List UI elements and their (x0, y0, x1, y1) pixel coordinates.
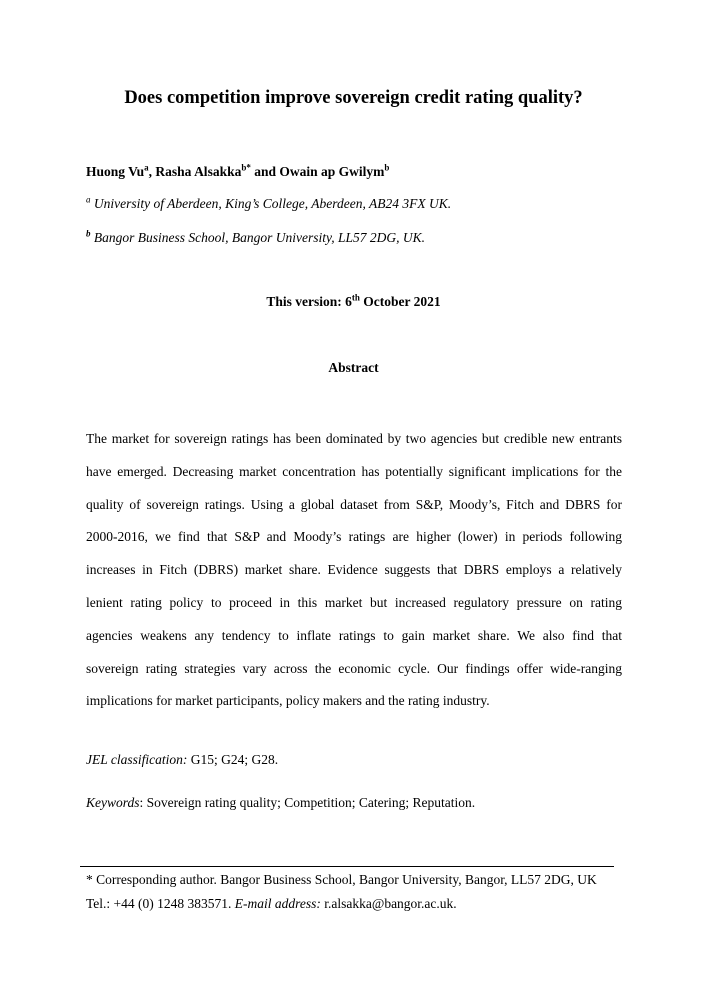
abstract-body (86, 423, 622, 718)
abstract-line: have emerged. Decreasing market concentration has potentially significant implications for the (86, 463, 622, 479)
affiliation-mark: a (86, 194, 91, 205)
author-separator: and (250, 164, 280, 179)
abstract-line: The market for sovereign ratings has been dominated by two agencies but credible new entrants (86, 431, 622, 446)
email-address: r.alsakka@bangor.ac.uk. (320, 896, 457, 911)
author-list (86, 163, 389, 181)
footnote-divider (80, 866, 614, 867)
footnote-tel: Tel.: +44 (0) 1248 383571. (86, 896, 235, 911)
affiliation-b (86, 229, 425, 247)
paper-title: Does competition improve sovereign credit rating quality? (124, 88, 583, 108)
abstract-heading: Abstract (328, 360, 379, 375)
footnote-contact-line (86, 892, 626, 916)
author-affiliation-mark: a (144, 162, 149, 173)
abstract-line: 2000-2016, we find that S&P and Moody’s ratings are higher (lower) in periods following (86, 529, 622, 545)
version-ordinal: th (351, 292, 360, 303)
abstract-line: agencies weakens any tendency to inflate ratings to gain market share. We also find that (86, 627, 622, 643)
affiliation-text: Bangor Business School, Bangor University, LL57 2DG, UK. (93, 230, 426, 245)
jel-classification (86, 751, 278, 769)
abstract-line: increases in Fitch (DBRS) market share. Evidence suggests that DBRS employs a relatively (86, 562, 622, 578)
abstract-line: lenient rating policy to proceed in this market but increased regulatory pressure on rating (86, 594, 622, 610)
jel-label: JEL classification: (86, 752, 188, 767)
affiliation-mark: b (86, 228, 91, 239)
abstract-line: implications for market participants, policy makers and the rating industry. (86, 693, 490, 709)
author-affiliation-mark: b (384, 162, 390, 173)
email-label: E-mail address: (234, 896, 321, 911)
author-affiliation-mark: b* (241, 162, 251, 173)
abstract-line: sovereign rating strategies vary across the economic cycle. Our findings offer wide-ranging (86, 660, 622, 676)
author-name: Rasha Alsakka (155, 164, 242, 179)
author-name: Huong Vu (86, 164, 145, 179)
author-separator: , (148, 164, 156, 179)
footnote (86, 868, 626, 916)
author-name: Owain ap Gwilym (279, 164, 385, 179)
abstract-line: quality of sovereign ratings. Using a global dataset from S&P, Moody’s, Fitch and DBRS for (86, 496, 622, 512)
affiliation-a (86, 195, 451, 213)
version-date (0, 293, 707, 311)
keywords-value: : Sovereign rating quality; Competition; Catering; Reputation. (139, 795, 476, 810)
keywords-label: Keywords (86, 795, 140, 810)
jel-value: G15; G24; G28. (187, 752, 279, 767)
version-suffix: October 2021 (359, 294, 441, 309)
affiliation-text: University of Aberdeen, King’s College, Aberdeen, AB24 3FX UK. (93, 196, 452, 211)
version-prefix: This version: 6 (266, 294, 352, 309)
keywords (86, 794, 475, 812)
footnote-line: * Corresponding author. Bangor Business School, Bangor University, Bangor, LL57 2DG, UK (86, 872, 597, 887)
